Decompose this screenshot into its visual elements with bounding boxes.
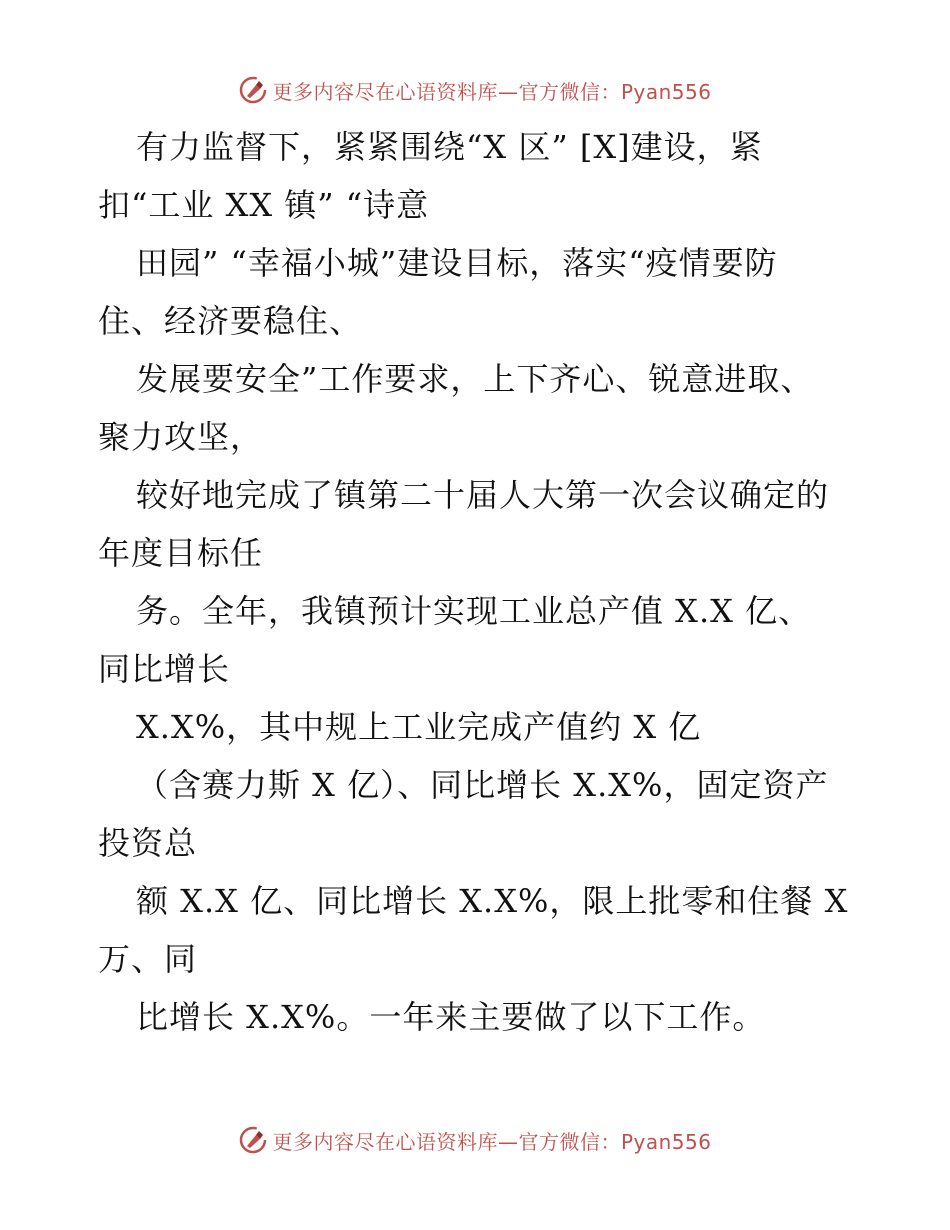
footer-watermark <box>0 1120 950 1160</box>
watermark-text: 更多内容尽在心语资料库—官方微信：Pyan556 <box>272 79 712 104</box>
text-line: （含赛力斯 X 亿）、同比增长 X.X%，固定资产 <box>136 766 829 804</box>
text-line: 投资总 <box>98 824 198 862</box>
pen-nib-circle-icon <box>238 75 268 105</box>
pen-nib-circle-icon <box>238 1125 268 1155</box>
text-line: 聚力攻坚， <box>98 418 264 456</box>
text-line: 万、同 <box>98 940 198 978</box>
text-line: 较好地完成了镇第二十届人大第一次会议确定的 <box>136 476 830 514</box>
text-line: 住、经济要稳住、 <box>98 302 363 340</box>
text-line: 田园” “幸福小城”建设目标，落实“疫情要防 <box>136 244 778 282</box>
text-line: 有力监督下，紧紧围绕“X 区” [X]建设，紧 <box>136 128 763 166</box>
header-watermark <box>0 70 950 110</box>
text-line: 同比增长 <box>98 650 231 688</box>
watermark-text: 更多内容尽在心语资料库—官方微信：Pyan556 <box>272 1129 712 1154</box>
text-line: 发展要安全”工作要求，上下齐心、锐意进取、 <box>136 360 814 398</box>
text-line: X.X%，其中规上工业完成产值约 X 亿 <box>136 708 702 746</box>
text-line: 扣“工业 XX 镇” “诗意 <box>98 186 430 224</box>
text-line: 年度目标任 <box>98 534 264 572</box>
text-line: 务。全年，我镇预计实现工业总产值 X.X 亿、 <box>136 592 812 630</box>
document-body <box>98 118 858 1046</box>
text-line: 额 X.X 亿、同比增长 X.X%，限上批零和住餐 X <box>136 882 849 920</box>
text-line: 比增长 X.X%。一年来主要做了以下工作。 <box>136 998 766 1036</box>
